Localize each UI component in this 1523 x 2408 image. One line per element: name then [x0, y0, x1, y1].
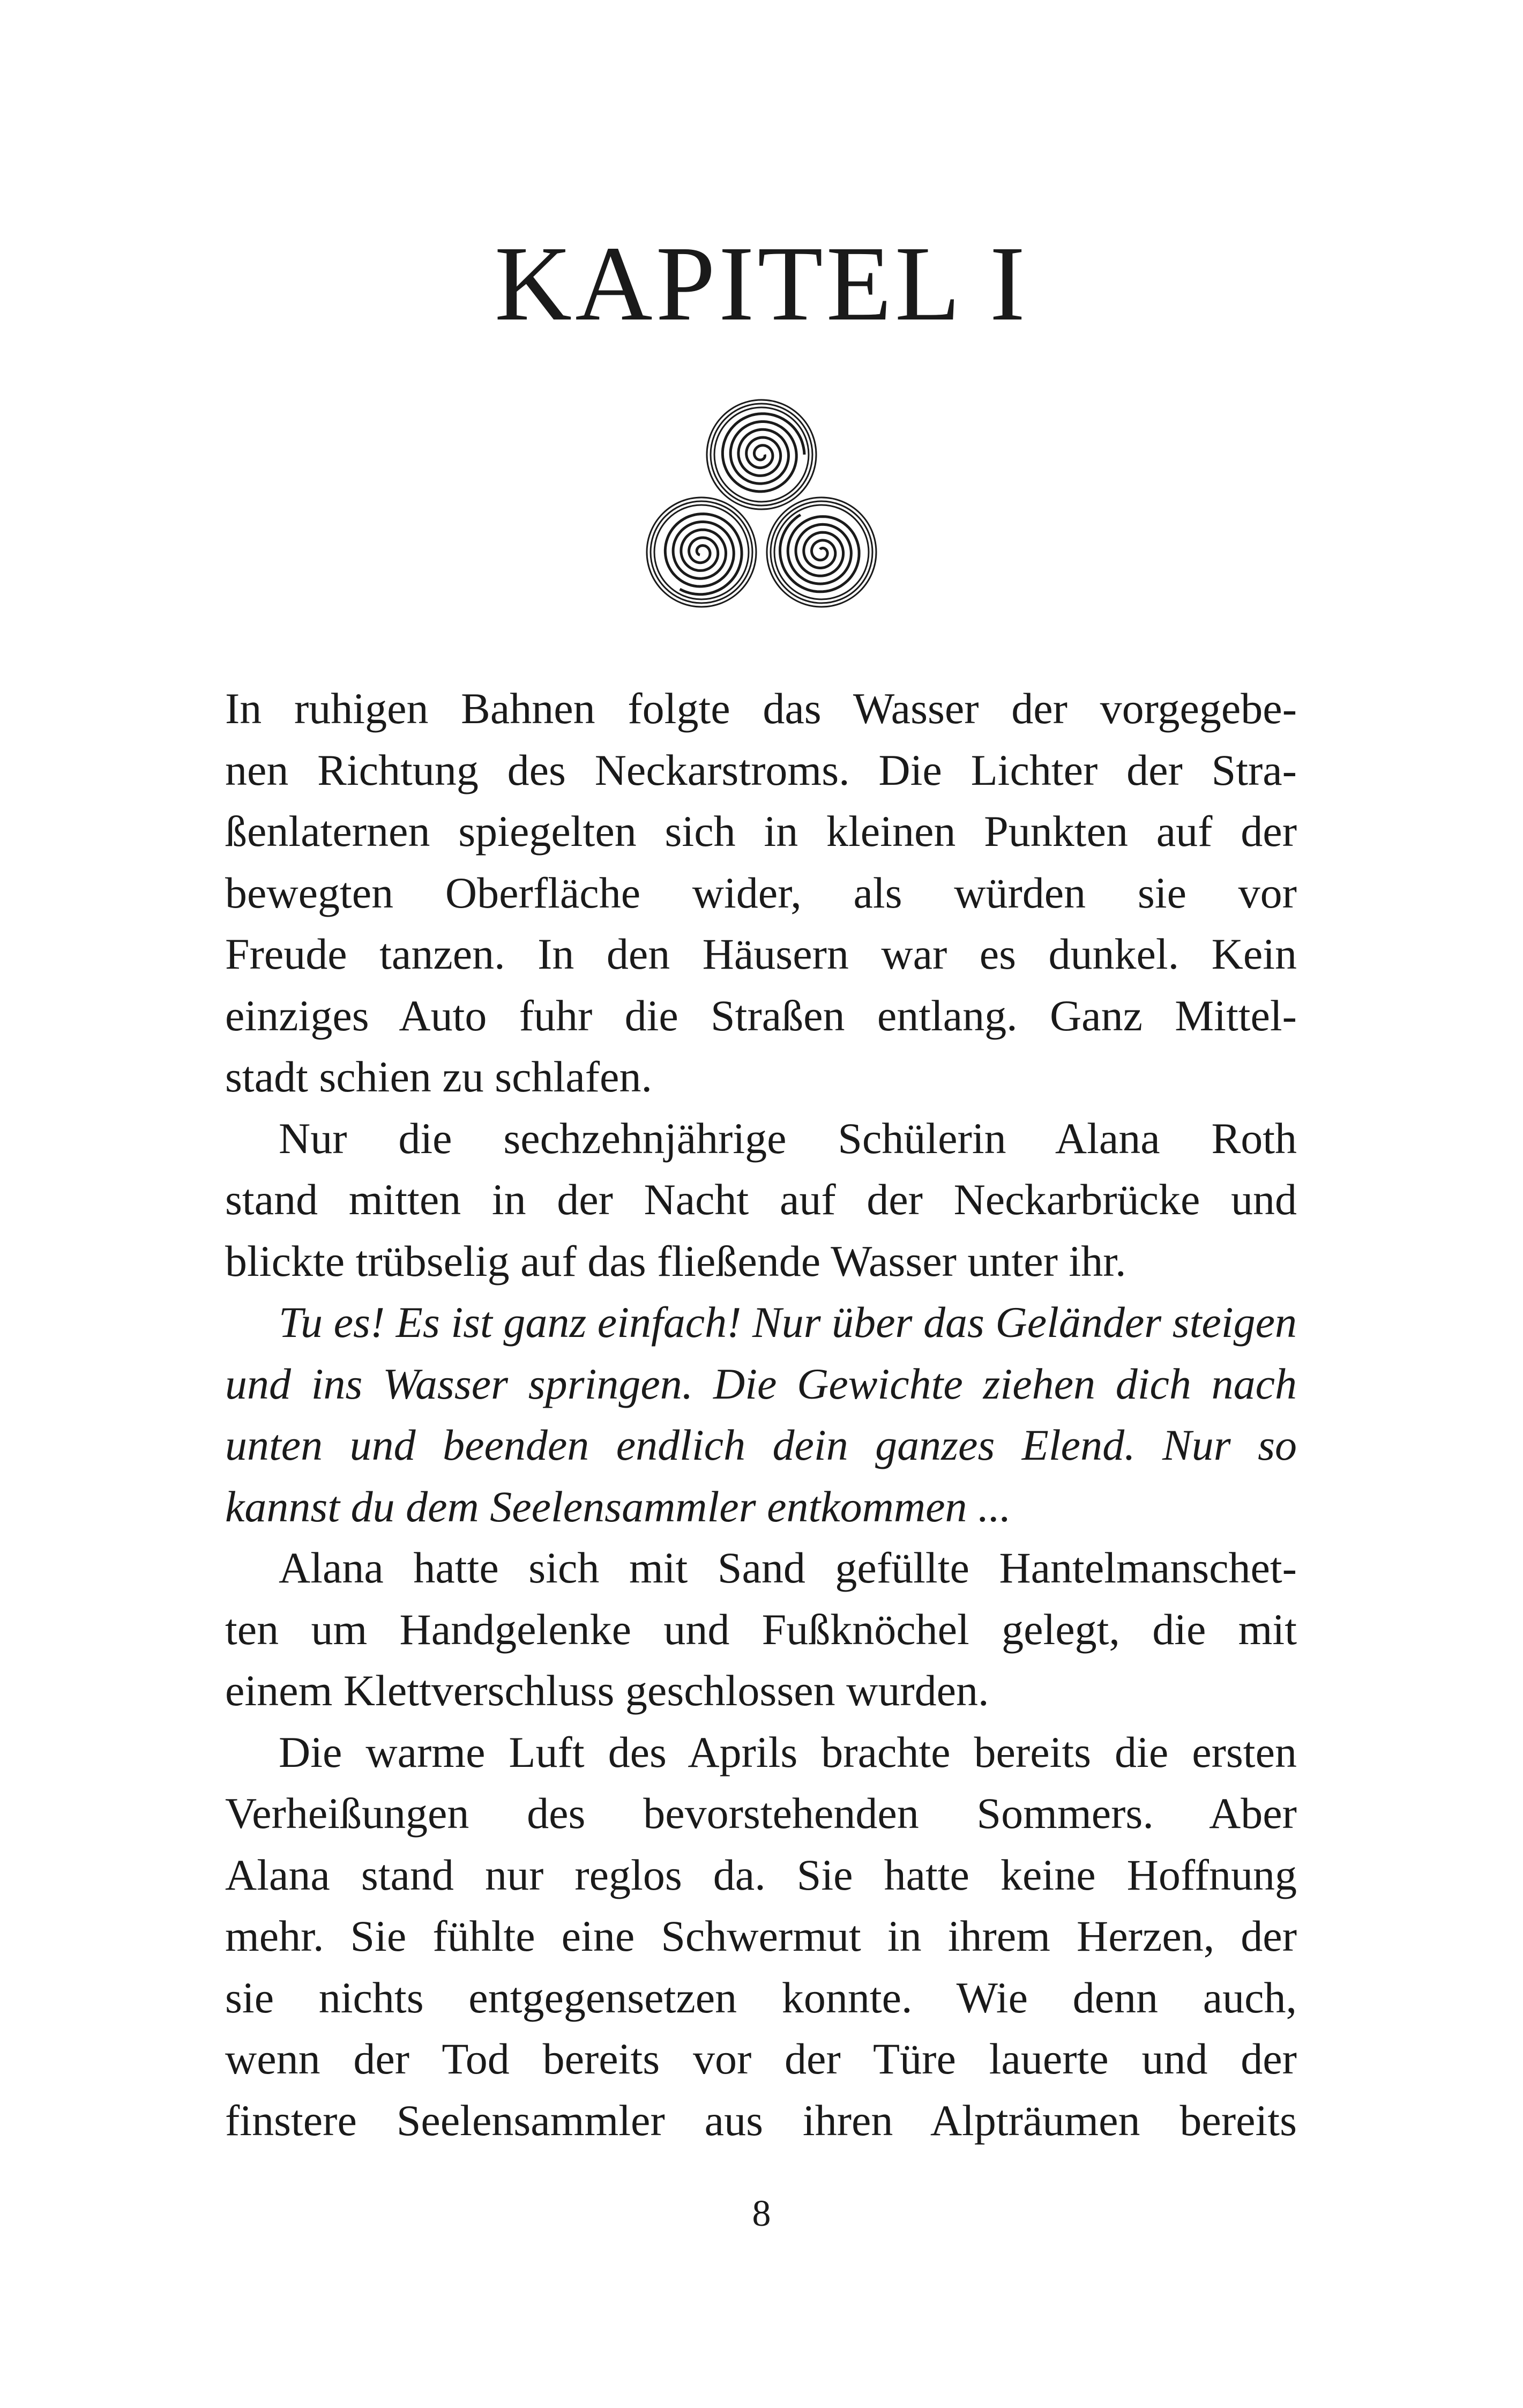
- text-line: Freude tanzen. In den Häusern war es dunkel. Kein: [225, 930, 1297, 978]
- text-line: nen Richtung des Neckarstroms. Die Lichter der Stra-: [225, 745, 1297, 794]
- text-line: Tu es! Es ist ganz einfach! Nur über das Geländer steigen: [279, 1298, 1297, 1347]
- text-line: Die warme Luft des Aprils brachte bereits die ersten: [279, 1727, 1297, 1777]
- text-line: ßenlaternen spiegelten sich in kleinen Punkten auf der: [225, 807, 1297, 856]
- page-number: 8: [752, 2193, 771, 2234]
- ornament-spiral: [665, 514, 742, 594]
- text-line: unten und beenden endlich dein ganzes Elend. Nur so: [225, 1421, 1297, 1469]
- text-line: stand mitten in der Nacht auf der Neckarbrücke und: [225, 1175, 1297, 1224]
- text-line: Alana hatte sich mit Sand gefüllte Hantelmanschet-: [279, 1543, 1297, 1592]
- text-line: finstere Seelensammler aus ihren Alpträumen bereits: [225, 2095, 1297, 2145]
- body-text: [225, 678, 1297, 2151]
- text-line: und ins Wasser springen. Die Gewichte ziehen dich nach: [225, 1359, 1297, 1408]
- text-line: sie nichts entgegensetzen konnte. Wie denn auch,: [225, 1973, 1297, 2022]
- text-line: stadt schien zu schlafen.: [225, 1052, 652, 1101]
- chapter-title: KAPITEL I: [494, 225, 1029, 343]
- triskele-spiral-icon: [638, 391, 885, 616]
- text-line: mehr. Sie fühlte eine Schwermut in ihrem Herzen, der: [225, 1912, 1297, 1960]
- text-line: kannst du dem Seelensammler entkommen ...: [225, 1482, 1011, 1531]
- text-line: Alana stand nur reglos da. Sie hatte keine Hoffnung: [225, 1850, 1297, 1899]
- ornament-spiral: [722, 414, 804, 492]
- text-line: Nur die sechzehnjährige Schülerin Alana Roth: [279, 1113, 1297, 1163]
- text-line: einziges Auto fuhr die Straßen entlang. Ganz Mittel-: [225, 991, 1297, 1040]
- ornament-spiral: [780, 515, 860, 592]
- text-line: In ruhigen Bahnen folgte das Wasser der vorgegebe-: [225, 684, 1297, 733]
- text-line: Verheißungen des bevorstehenden Sommers. Aber: [225, 1789, 1297, 1838]
- text-line: wenn der Tod bereits vor der Türe lauerte und der: [225, 2034, 1297, 2083]
- text-line: ten um Handgelenke und Fußknöchel gelegt, die mit: [225, 1604, 1297, 1654]
- text-line: bewegten Oberfläche wider, als würden sie vor: [225, 868, 1297, 917]
- text-line: blickte trübselig auf das fließende Wasser unter ihr.: [225, 1236, 1126, 1285]
- text-line: einem Klettverschluss geschlossen wurden.: [225, 1666, 989, 1715]
